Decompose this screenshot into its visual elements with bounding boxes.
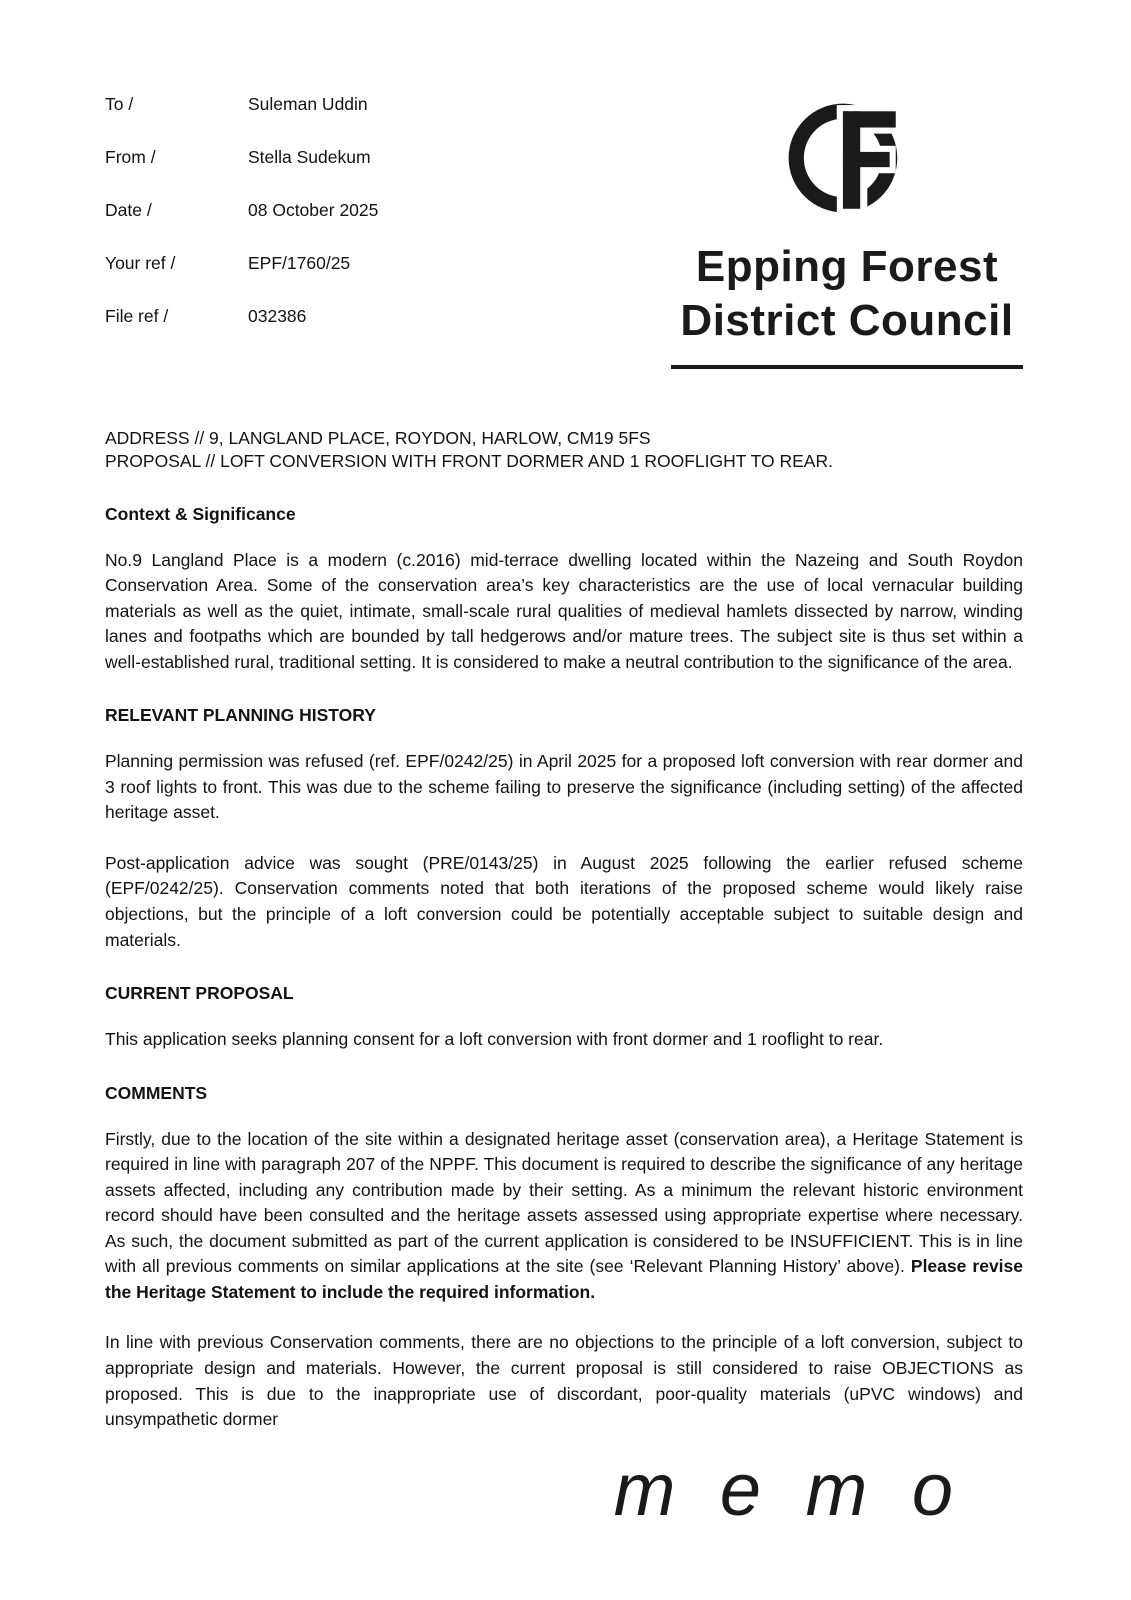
meta-row [105,94,378,115]
meta-value: Stella Sudekum [248,147,371,167]
paragraph-run: In line with previous Conservation comments, there are no objections to the principle of a loft conversion, subject to appropriate design and materials. However, the current proposal is still considered to raise OBJECTIONS as proposed. This is due to the inappropriate use of discordant, poor-quality materials (uPVC windows) and unsympathetic dormer [105,1332,1023,1430]
paragraph [105,548,1023,676]
paragraph-run: Planning permission was refused (ref. EPF/0242/25) in April 2025 for a proposed loft conversion with rear dormer and 3 roof lights to front. This was due to the scheme failing to preserve the significance (including setting) of the affected heritage asset. [105,751,1023,823]
document-header [105,88,1023,369]
meta-row [105,147,378,168]
council-brand-block [671,88,1023,369]
section-heading: COMMENTS [105,1082,208,1103]
paragraph-run: Firstly, due to the location of the site within a designated heritage asset (conservation area), a Heritage Statement is required in line with paragraph 207 of the NPPF. This document is required to describe the significance of any heritage assets affected, including any contribution made by their setting. As a minimum the relevant historic environment record should have been consulted and the heritage assets assessed using appropriate expertise where necessary. As such, the document submitted as part of the current application is considered to be INSUFFICIENT. This is in line with all previous comments on similar applications at the site (see ‘Relevant Planning History’ above). [105,1128,1023,1277]
meta-value: Suleman Uddin [248,94,368,114]
memo-section [105,983,1023,1053]
memo-watermark-text: m e m o [613,1447,965,1531]
paragraph [105,1127,1023,1306]
brand-underline-rule [671,365,1023,369]
meta-label: From / [105,147,156,167]
meta-label: To / [105,94,134,114]
epping-forest-logo-icon [781,88,913,228]
meta-row [105,200,378,221]
paragraph [105,1027,1023,1053]
meta-value: 08 October 2025 [248,200,379,220]
meta-value: EPF/1760/25 [248,253,351,273]
council-name-line1: Epping Forest [695,242,999,291]
paragraph-run: Post-application advice was sought (PRE/0143/25) in August 2025 following the earlier refused scheme (EPF/0242/25). Conservation comments noted that both iterations of the proposed scheme would likely raise objections, but the principle of a loft conversion could be potentially acceptable subject to suitable design and materials. [105,852,1023,950]
subject-block [105,427,1023,473]
paragraph [105,851,1023,953]
section-heading: Context & Significance [105,503,296,524]
meta-label: Your ref / [105,253,176,273]
meta-label: Date / [105,200,152,220]
memo-section [105,504,1023,676]
paragraph [105,749,1023,826]
paragraph-run: This application seeks planning consent for a loft conversion with front dormer and 1 rooflight to rear. [105,1029,884,1050]
memo-section [105,1083,1023,1433]
meta-label: File ref / [105,306,169,326]
subject-proposal-line: PROPOSAL // LOFT CONVERSION WITH FRONT DORMER AND 1 ROOFLIGHT TO REAR. [105,451,833,472]
meta-row [105,253,378,274]
section-heading: RELEVANT PLANNING HISTORY [105,705,376,726]
meta-table [105,88,378,327]
paragraph-bold-run: Please revise the Heritage Statement to include the required information. [105,1256,1024,1302]
memo-section [105,705,1023,953]
subject-address-line: ADDRESS // 9, LANGLAND PLACE, ROYDON, HARLOW, CM19 5FS [105,428,651,449]
section-heading: CURRENT PROPOSAL [105,983,294,1004]
paragraph-run: No.9 Langland Place is a modern (c.2016) mid-terrace dwelling located within the Nazeing and South Roydon Conservation Area. Some of the conservation area’s key characteristics are the use of local vernacular building materials as well as the quiet, intimate, small-scale rural qualities of medieval hamlets dissected by narrow, winding lanes and footpaths which are bounded by tall hedgerows and/or mature trees. The subject site is thus set within a well-established rural, traditional setting. It is considered to make a neutral contribution to the significance of the area. [105,549,1023,672]
meta-row [105,306,378,327]
memo-body-sections [105,504,1023,1433]
council-name-line2: District Council [680,295,1014,345]
paragraph [105,1330,1023,1432]
meta-value: 032386 [248,306,307,326]
